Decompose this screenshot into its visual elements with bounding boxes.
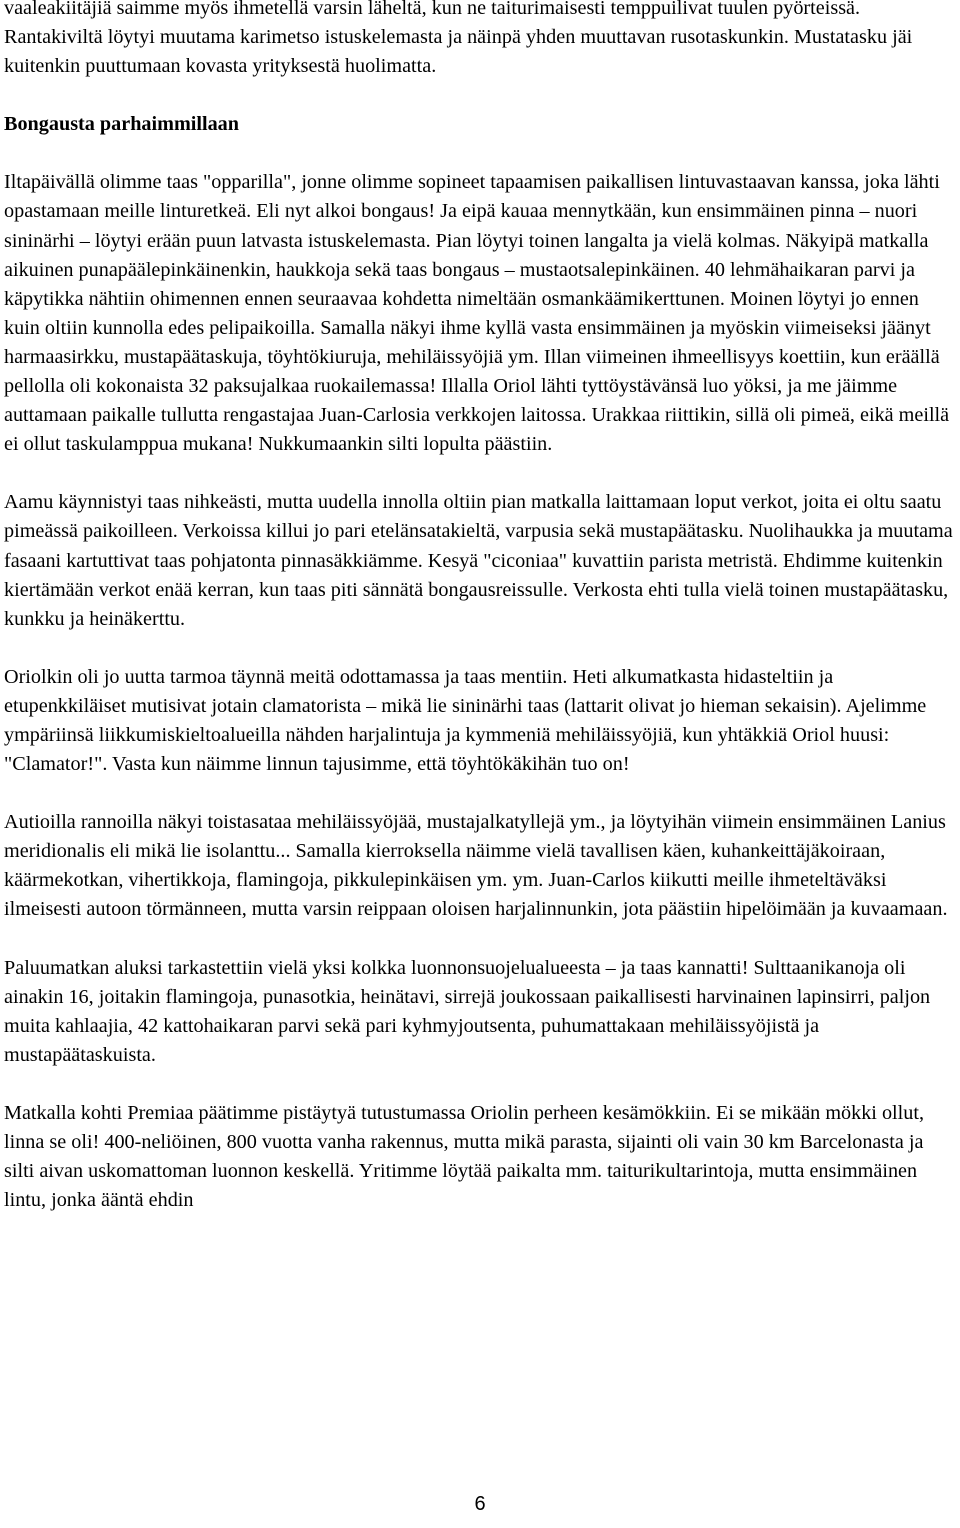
paragraph-autioilla: Autioilla rannoilla näkyi toistasataa mehiläissyöjää, mustajalkatyllejä ym., ja löytyihän viimein ensimmäinen Lanius meridionalis eli mikä lie isolanttu... Samalla kierroksella näimme vielä tavallisen käen, kuhankeittäjäkoiraan, käärmekotkan, vihertikkoja, flamingoja, pikkulepinkäisen ym. ym. Juan-Carlos kiikutti meille ihmeteltäväksi ilmeisesti autoon törmänneen, mutta varsin reippaan oloisen harjalinnunkin, jota päästiin hipelöimään ja kuvaamaan. (4, 811, 948, 921)
document-page (4, 0, 956, 1244)
paragraph-aamu: Aamu käynnistyi taas nihkeästi, mutta uudella innolla oltiin pian matkalla laittamaan loput verkot, joita ei oltu saatu pimeässä paikoilleen. Verkoissa killui jo pari etelänsatakieltä, varpusia sekä mustapäätasku. Nuolihaukka ja muutama fasaani kartuttivat taas pohjatonta pinnasäkkiämme. Kesyä "ciconiaa" kuvattiin parista metristä. Ehdimme kuitenkin kiertämään verkot enää kerran, kun taas piti sännätä bongausreissulle. Verkosta ehti tulla vielä toinen mustapäätasku, kunkku ja heinäkerttu. (4, 491, 953, 630)
section-heading: Bongausta parhaimmillaan (4, 113, 240, 136)
paragraph-paluumatka: Paluumatkan aluksi tarkastettiin vielä yksi kolkka luonnonsuojelualueesta – ja taas kannatti! Sulttaanikanoja oli ainakin 16, joitakin flamingoja, punasotkia, heinätavi, sirrejä joukossaan paikallisesti harvinainen lapinsirri, paljon muita kahlaajia, 42 kattohaikaran parvi sekä pari kyhmyjoutsenta, puhumattakaan mehiläissyöjistä ja mustapäätaskuista. (4, 956, 931, 1066)
paragraph-bongaus: Iltapäivällä olimme taas "opparilla", jonne olimme sopineet tapaamisen paikallisen lintuvastaavan kanssa, joka lähti opastamaan meille linturetkeä. Eli nyt alkoi bongaus! Ja eipä kauaa mennytkään, kun ensimmäinen pinna – nuori sininärhi – löytyi erään puun latvasta istuskelemasta. Pian löytyi toinen langalta ja vielä kolmas. Näkyipä matkalla aikuinen punapäälepinkäinenkin, haukkoja sekä taas bongaus – mustaotsalepinkäinen. 40 lehmähaikaran parvi ja käpytikka nähtiin ohimennen ennen seuraavaa kohdetta nimeltään osmankäämikerttunen. Moinen löytyi jo ennen kuin oltiin kunnolla edes pelipaikoilla. Samalla näkyi ihme kyllä vasta ensimmäinen ja myöskin viimeiseksi jäänyt harmaasirkku, mustapäätaskuja, töyhtökiuruja, mehiläissyöjiä ym. Illan viimeinen ihmeellisyys koettiin, kun eräällä pellolla oli kokonaista 32 paksujalkaa ruokailemassa! Illalla Oriol lähti tyttöystävänsä luo yöksi, ja me jäimme auttamaan paikalle tullutta rengastajaa Juan-Carlosia verkkojen laitossa. Urakkaa riittikin, sillä oli pimeä, eikä meillä ei ollut taskulamppua mukana! Nukkumaankin silti lopulta päästiin. (4, 171, 950, 456)
paragraph-oriol: Oriolkin oli jo uutta tarmoa täynnä meitä odottamassa ja taas mentiin. Heti alkumatkasta hidasteltiin ja etupenkkiläiset mutisivat jotain clamatorista – mikä lie sininärhi taas (lattarit olivat jo hieman sekaisin). Ajelimme ympäriinsä liikkumiskieltoalueilla nähden harjalintuja ja kymmeniä mehiläissyöjiä, kun yhtäkkiä Oriol huusi: "Clamator!". Vasta kun näimme linnun tajusimme, että töyhtökäkihän tuo on! (4, 665, 927, 776)
paragraph-premia: Matkalla kohti Premiaa päätimme pistäytyä tutustumassa Oriolin perheen kesämökkiin. Ei se mikään mökki ollut, linna se oli! 400-neliöinen, 800 vuotta vanha rakennus, mutta mikä parasta, sijainti oli vain 30 km Barcelonasta ja silti aivan uskomattoman luonnon keskellä. Yritimme löytää paikalta mm. taiturikultarintoja, mutta ensimmäinen lintu, jonka ääntä ehdin (4, 1101, 925, 1212)
page-number: 6 (474, 1493, 486, 1515)
intro-paragraph: vaaleakiitäjiä saimme myös ihmetellä varsin läheltä, kun ne taiturimaisesti temppuilivat tuulen pyörteissä. Rantakiviltä löytyi muutama karimetso istuskelemasta ja näinpä yhden muuttavan rusotaskunkin. Mustatasku jäi kuitenkin puuttumaan kovasta yrityksestä huolimatta. (4, 0, 913, 78)
